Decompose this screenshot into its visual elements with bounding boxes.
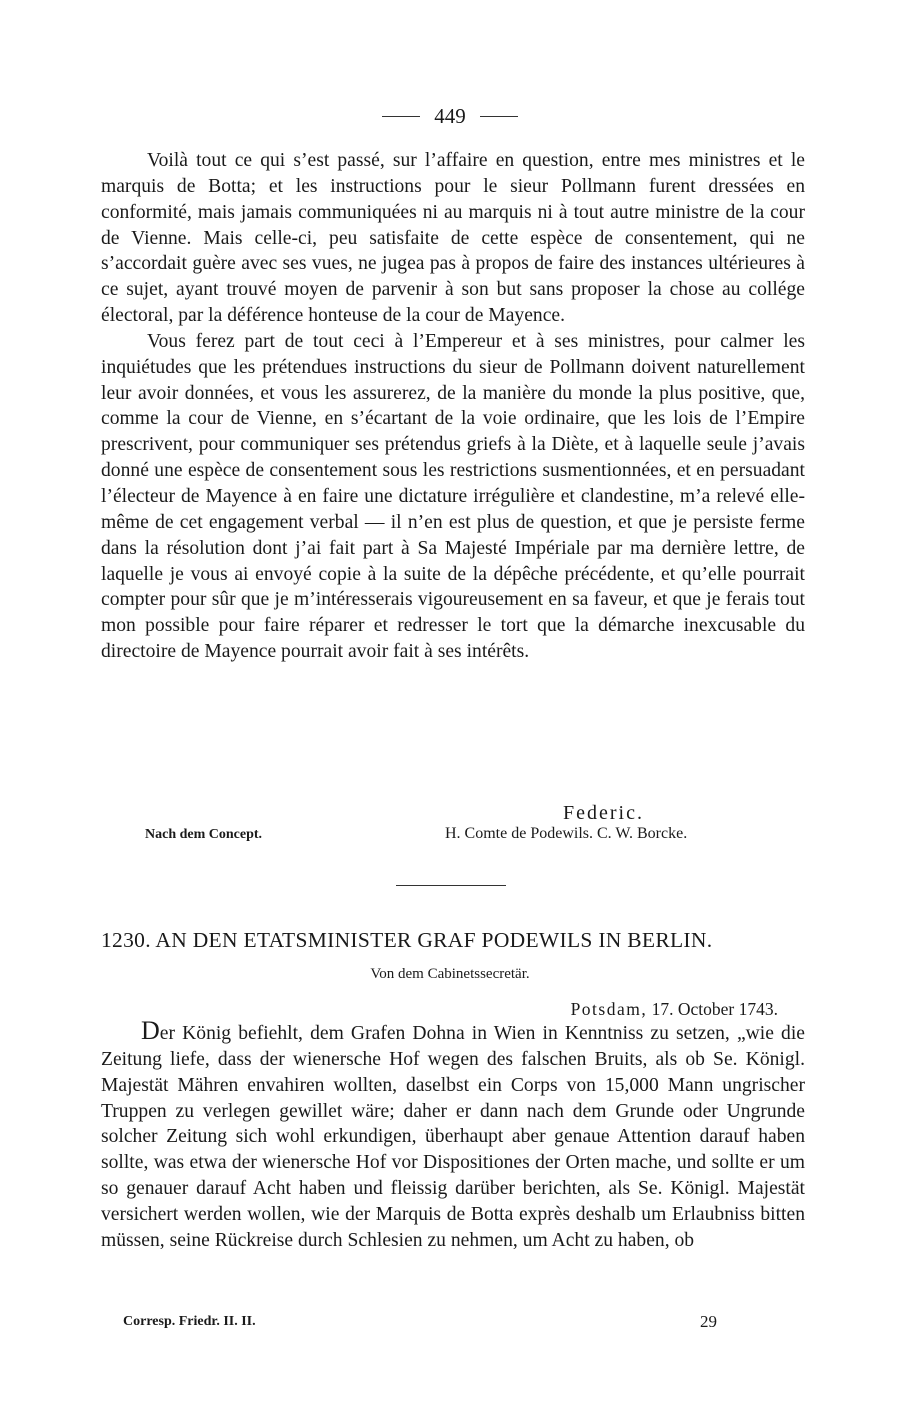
document-subheading: Von dem Cabinetssecretär.: [370, 966, 530, 982]
letter-2-text: er König befiehlt, dem Grafen Dohna in Wien in Kenntniss zu setzen, „wie die Zeitung liefe, dass der wienersche Hof wegen des falschen Bruits, als ob Se. Königl. Majestät Mähren envahiren wollten, daselbst ein Corps von 15,000 Mann ungrischer Truppen zu verlegen gewillet wäre; daher er dann nach dem Grunde oder Ungrunde solcher Zeitung sich wohl erkundigen, überhaupt aber genaue Attention darauf haben sollte, was etwa der wienersche Hof vor Dispositiones der Orten mache, und sollte er um so genauer darauf Acht haben und fleissig darüber berichten, als Se. Königl. Majestät versichert werden wollen, wie der Marquis de Botta exprès deshalb um Erlaubniss bitten müssen, seine Rückreise durch Schlesien zu nehmen, um Acht zu haben, ob: [101, 1023, 805, 1251]
letter-2-body: [101, 1016, 805, 1254]
page-header: [0, 104, 900, 129]
letter-1-paragraph-1: Voilà tout ce qui s’est passé, sur l’affaire en question, entre mes ministres et le marquis de Botta; et les instructions pour le sieur Pollmann furent dressées en conformité, mais jamais communiquées ni au marquis ni à tout autre ministre de la cour de Vienne. Mais celle-ci, peu satisfaite de cette espèce de consentement, qui ne s’accordait guère avec ses vues, ne jugea pas à propos de faire des instances ultérieures à ce sujet, ayant trouvé moyen de parvenir à son but sans proposer la chose au collége électoral, par la déférence honteuse de la cour de Mayence.: [101, 150, 805, 327]
initial-letter: D: [141, 1016, 160, 1045]
page-footer: [101, 1314, 805, 1336]
header-dash-right: [480, 116, 518, 117]
document-heading: 1230. AN DEN ETATSMINISTER GRAF PODEWILS IN BERLIN.: [101, 928, 713, 952]
footer-collection: Corresp. Friedr. II. II.: [123, 1314, 256, 1329]
dateline-place: Potsdam,: [570, 999, 648, 1019]
header-dash-left: [382, 116, 420, 117]
letter-2-paragraph: [101, 1016, 805, 1254]
dateline-date: 17. October 1743.: [651, 999, 778, 1019]
footer-signature-mark: 29: [700, 1312, 717, 1331]
letter-1-signature-block: [101, 799, 805, 851]
dateline: [571, 999, 778, 1020]
section-separator: [396, 885, 506, 886]
letter-1-paragraph-2: Vous ferez part de tout ceci à l’Empereur et à ses ministres, pour calmer les inquiétudes que les prétendues instructions du sieur de Pollmann doivent naturellement leur avoir données, et vous les assurerez, de la manière du monde la plus positive, que, comme la cour de Vienne, en s’écartant de la voie ordinaire, que les lois de l’Empire prescrivent, pour communiquer ses prétendus griefs à la Diète, et à laquelle seule j’avais donné une espèce de consentement sous les restrictions susmentionnées, et en persuadant l’électeur de Mayence à en faire une dictature irrégulière et clandestine, m’a relevé elle-même de cet engagement verbal — il n’en est plus de question, et que je persiste ferme dans la résolution dont j’ai fait part à Sa Majesté Impériale par ma dernière lettre, de laquelle je vous ai envoyé copie à la suite de la dépêche précédente, et qu’elle pourrait compter pour sûr que je m’intéresserais vigoureusement en sa faveur, et que je ferais tout mon possible pour faire réparer et redresser le tort que la démarche inexcusable du directoire de Mayence pourrait avoir fait à ses intérêts.: [101, 330, 805, 663]
cosigners: H. Comte de Podewils. C. W. Borcke.: [445, 825, 688, 842]
page-number: 449: [434, 104, 466, 128]
signer-name: Federic.: [563, 802, 644, 824]
source-note: Nach dem Concept.: [145, 827, 263, 842]
letter-1-body: [101, 148, 805, 665]
